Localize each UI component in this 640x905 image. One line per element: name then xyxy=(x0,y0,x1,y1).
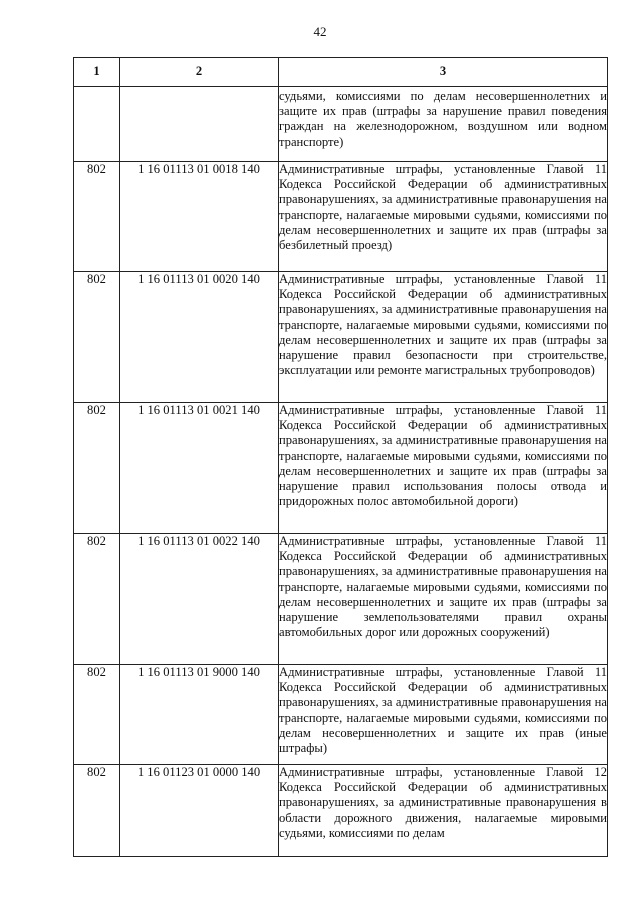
budget-code-cell: 1 16 01113 01 0020 140 xyxy=(120,272,279,403)
description-text: Административные штрафы, установленные Главой 11 Кодекса Российской Федерации об административных правонарушениях, за административные правонарушения на транспорте, налагаемые мировыми судьями, комиссиями по делам несовершеннолетних и защите их прав (штрафы за безбилетный проезд) xyxy=(279,162,607,253)
admin-code-cell: 802 xyxy=(74,403,120,534)
budget-code-cell: 1 16 01113 01 0021 140 xyxy=(120,403,279,534)
header-col-1: 1 xyxy=(74,58,120,87)
budget-codes-table xyxy=(73,57,608,857)
budget-code-cell: 1 16 01113 01 0022 140 xyxy=(120,534,279,665)
budget-code-cell: 1 16 01113 01 0018 140 xyxy=(120,162,279,272)
description-cell xyxy=(279,665,608,765)
admin-code-cell: 802 xyxy=(74,162,120,272)
description-cell xyxy=(279,272,608,403)
description-cell xyxy=(279,87,608,162)
description-text: Административные штрафы, установленные Главой 11 Кодекса Российской Федерации об административных правонарушениях, за административные правонарушения на транспорте, налагаемые мировыми судьями, комиссиями по делам несовершеннолетних и защите их прав (штрафы за нарушение землепользователями правил охраны автомобильных дорог или дорожных сооружений) xyxy=(279,534,607,640)
table-row xyxy=(74,403,608,534)
description-cell xyxy=(279,162,608,272)
description-text: Административные штрафы, установленные Главой 11 Кодекса Российской Федерации об административных правонарушениях, за административные правонарушения на транспорте, налагаемые мировыми судьями, комиссиями по делам несовершеннолетних и защите их прав (штрафы за нарушение правил использования полосы отвода и придорожных полос автомобильной дороги) xyxy=(279,403,607,509)
table-row xyxy=(74,765,608,857)
table-row xyxy=(74,534,608,665)
admin-code-cell: 802 xyxy=(74,665,120,765)
admin-code-cell: 802 xyxy=(74,534,120,665)
header-col-3: 3 xyxy=(279,58,608,87)
table-row xyxy=(74,665,608,765)
header-col-2: 2 xyxy=(120,58,279,87)
description-text: Административные штрафы, установленные Главой 12 Кодекса Российской Федерации об административных правонарушениях, за административные правонарушения в области дорожного движения, налагаемые мировыми судьями, комиссиями по делам xyxy=(279,765,607,840)
description-text: судьями, комиссиями по делам несовершеннолетних и защите их прав (штрафы за нарушение правил поведения граждан на железнодорожном, воздушном или водном транспорте) xyxy=(279,89,607,149)
page-number: 42 xyxy=(313,24,327,39)
admin-code-cell: 802 xyxy=(74,272,120,403)
description-cell xyxy=(279,403,608,534)
description-cell xyxy=(279,534,608,665)
admin-code-cell xyxy=(74,87,120,162)
table-row xyxy=(74,162,608,272)
budget-code-cell: 1 16 01123 01 0000 140 xyxy=(120,765,279,857)
table-header-row xyxy=(74,58,608,87)
table-row xyxy=(74,87,608,162)
description-text: Административные штрафы, установленные Главой 11 Кодекса Российской Федерации об административных правонарушениях, за административные правонарушения на транспорте, налагаемые мировыми судьями, комиссиями по делам несовершеннолетних и защите их прав (штрафы за нарушение правил безопасности при строительстве, эксплуатации или ремонте магистральных трубопроводов) xyxy=(279,272,607,378)
budget-code-cell xyxy=(120,87,279,162)
admin-code-cell: 802 xyxy=(74,765,120,857)
table-row xyxy=(74,272,608,403)
budget-code-cell: 1 16 01113 01 9000 140 xyxy=(120,665,279,765)
description-cell xyxy=(279,765,608,857)
description-text: Административные штрафы, установленные Главой 11 Кодекса Российской Федерации об административных правонарушениях, за административные правонарушения на транспорте, налагаемые мировыми судьями, комиссиями по делам несовершеннолетних и защите их прав (иные штрафы) xyxy=(279,665,607,756)
